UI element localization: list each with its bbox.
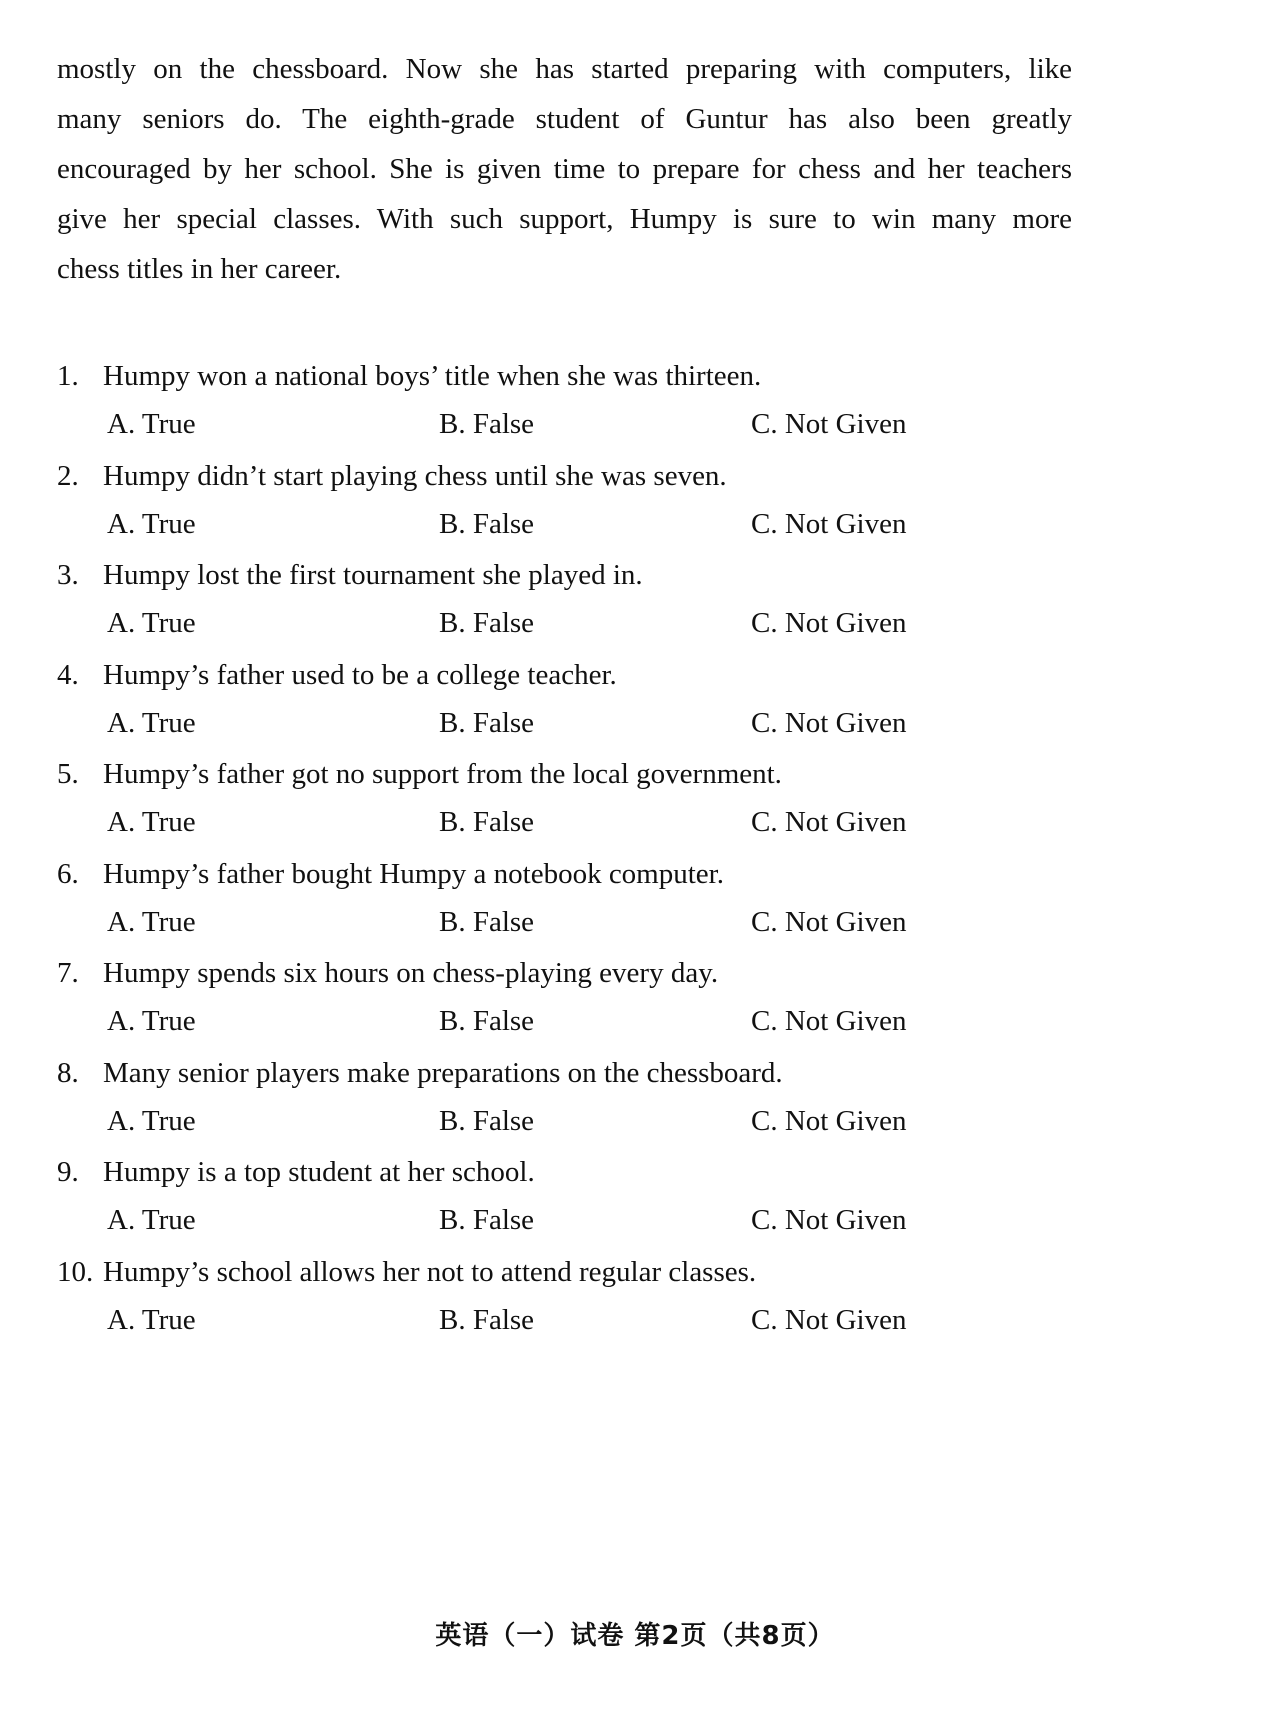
option-c: C. Not Given bbox=[751, 1204, 907, 1236]
option-b: B. False bbox=[439, 1204, 535, 1236]
question-item bbox=[57, 360, 1057, 460]
option-c: C. Not Given bbox=[751, 408, 907, 440]
question-stem bbox=[57, 460, 727, 493]
option-c: C. Not Given bbox=[751, 806, 907, 838]
option-a: A. True bbox=[107, 408, 196, 440]
option-a: A. True bbox=[107, 607, 196, 639]
question-text: Humpy won a national boys’ title when she was thirteen. bbox=[103, 360, 762, 392]
question-stem bbox=[57, 659, 617, 692]
question-text: Humpy didn’t start playing chess until she was seven. bbox=[103, 459, 727, 492]
option-a: A. True bbox=[107, 806, 196, 838]
passage-line: encouraged by her school. She is given time to prepare for chess and her teachers bbox=[57, 153, 1072, 185]
option-c: C. Not Given bbox=[751, 1104, 907, 1137]
option-b: B. False bbox=[439, 607, 535, 639]
question-stem bbox=[57, 360, 761, 393]
passage-line: chess titles in her career. bbox=[57, 253, 342, 285]
option-c: C. Not Given bbox=[751, 507, 907, 540]
option-b: B. False bbox=[439, 905, 535, 938]
question-number: 4. bbox=[57, 658, 79, 691]
passage-line: many seniors do. The eighth-grade student of Guntur has also been greatly bbox=[57, 103, 1072, 135]
question-item bbox=[57, 659, 1057, 759]
passage-line: give her special classes. With such support, Humpy is sure to win many more bbox=[57, 203, 1072, 235]
question-number: 8. bbox=[57, 1056, 79, 1089]
question-text: Humpy’s father got no support from the local government. bbox=[103, 758, 782, 790]
question-stem bbox=[57, 559, 643, 592]
question-item bbox=[57, 1156, 1057, 1256]
question-list bbox=[57, 360, 1057, 1355]
question-text: Many senior players make preparations on the chessboard. bbox=[103, 1056, 783, 1089]
option-a: A. True bbox=[107, 1005, 196, 1037]
question-item bbox=[57, 758, 1057, 858]
question-item bbox=[57, 1256, 1057, 1356]
question-stem bbox=[57, 758, 782, 791]
question-number: 10. bbox=[57, 1255, 94, 1288]
question-number: 9. bbox=[57, 1156, 79, 1188]
option-a: A. True bbox=[107, 1104, 196, 1137]
option-c: C. Not Given bbox=[751, 1005, 907, 1037]
option-a: A. True bbox=[107, 1303, 196, 1336]
question-number: 7. bbox=[57, 957, 79, 989]
passage-line: mostly on the chessboard. Now she has started preparing with computers, like bbox=[57, 53, 1072, 85]
question-item bbox=[57, 1057, 1057, 1157]
question-item bbox=[57, 559, 1057, 659]
option-c: C. Not Given bbox=[751, 706, 907, 739]
question-text: Humpy’s school allows her not to attend regular classes. bbox=[103, 1255, 757, 1288]
question-item bbox=[57, 460, 1057, 560]
option-c: C. Not Given bbox=[751, 607, 907, 639]
question-text: Humpy’s father bought Humpy a notebook computer. bbox=[103, 857, 724, 890]
question-stem bbox=[57, 1057, 783, 1090]
question-number: 6. bbox=[57, 857, 79, 890]
option-c: C. Not Given bbox=[751, 905, 907, 938]
question-text: Humpy lost the first tournament she played in. bbox=[103, 559, 643, 591]
question-number: 1. bbox=[57, 360, 79, 392]
option-b: B. False bbox=[439, 1303, 535, 1336]
question-stem bbox=[57, 957, 718, 990]
option-b: B. False bbox=[439, 408, 535, 440]
option-b: B. False bbox=[439, 507, 535, 540]
question-item bbox=[57, 957, 1057, 1057]
question-number: 5. bbox=[57, 758, 79, 790]
question-text: Humpy spends six hours on chess-playing every day. bbox=[103, 957, 719, 989]
question-item bbox=[57, 858, 1057, 958]
option-a: A. True bbox=[107, 706, 196, 739]
option-b: B. False bbox=[439, 1005, 535, 1037]
option-b: B. False bbox=[439, 706, 535, 739]
option-a: A. True bbox=[107, 507, 196, 540]
question-stem bbox=[57, 1156, 535, 1189]
page-footer: 英语（一）试卷 第2页（共8页） bbox=[435, 1621, 835, 1651]
question-stem bbox=[57, 858, 724, 891]
question-text: Humpy’s father used to be a college teacher. bbox=[103, 658, 617, 691]
question-number: 3. bbox=[57, 559, 79, 591]
option-c: C. Not Given bbox=[751, 1303, 907, 1336]
option-b: B. False bbox=[439, 1104, 535, 1137]
option-a: A. True bbox=[107, 1204, 196, 1236]
question-number: 2. bbox=[57, 459, 79, 492]
option-a: A. True bbox=[107, 905, 196, 938]
option-b: B. False bbox=[439, 806, 535, 838]
question-stem bbox=[57, 1256, 756, 1289]
question-text: Humpy is a top student at her school. bbox=[103, 1156, 535, 1188]
reading-passage bbox=[57, 44, 1072, 294]
